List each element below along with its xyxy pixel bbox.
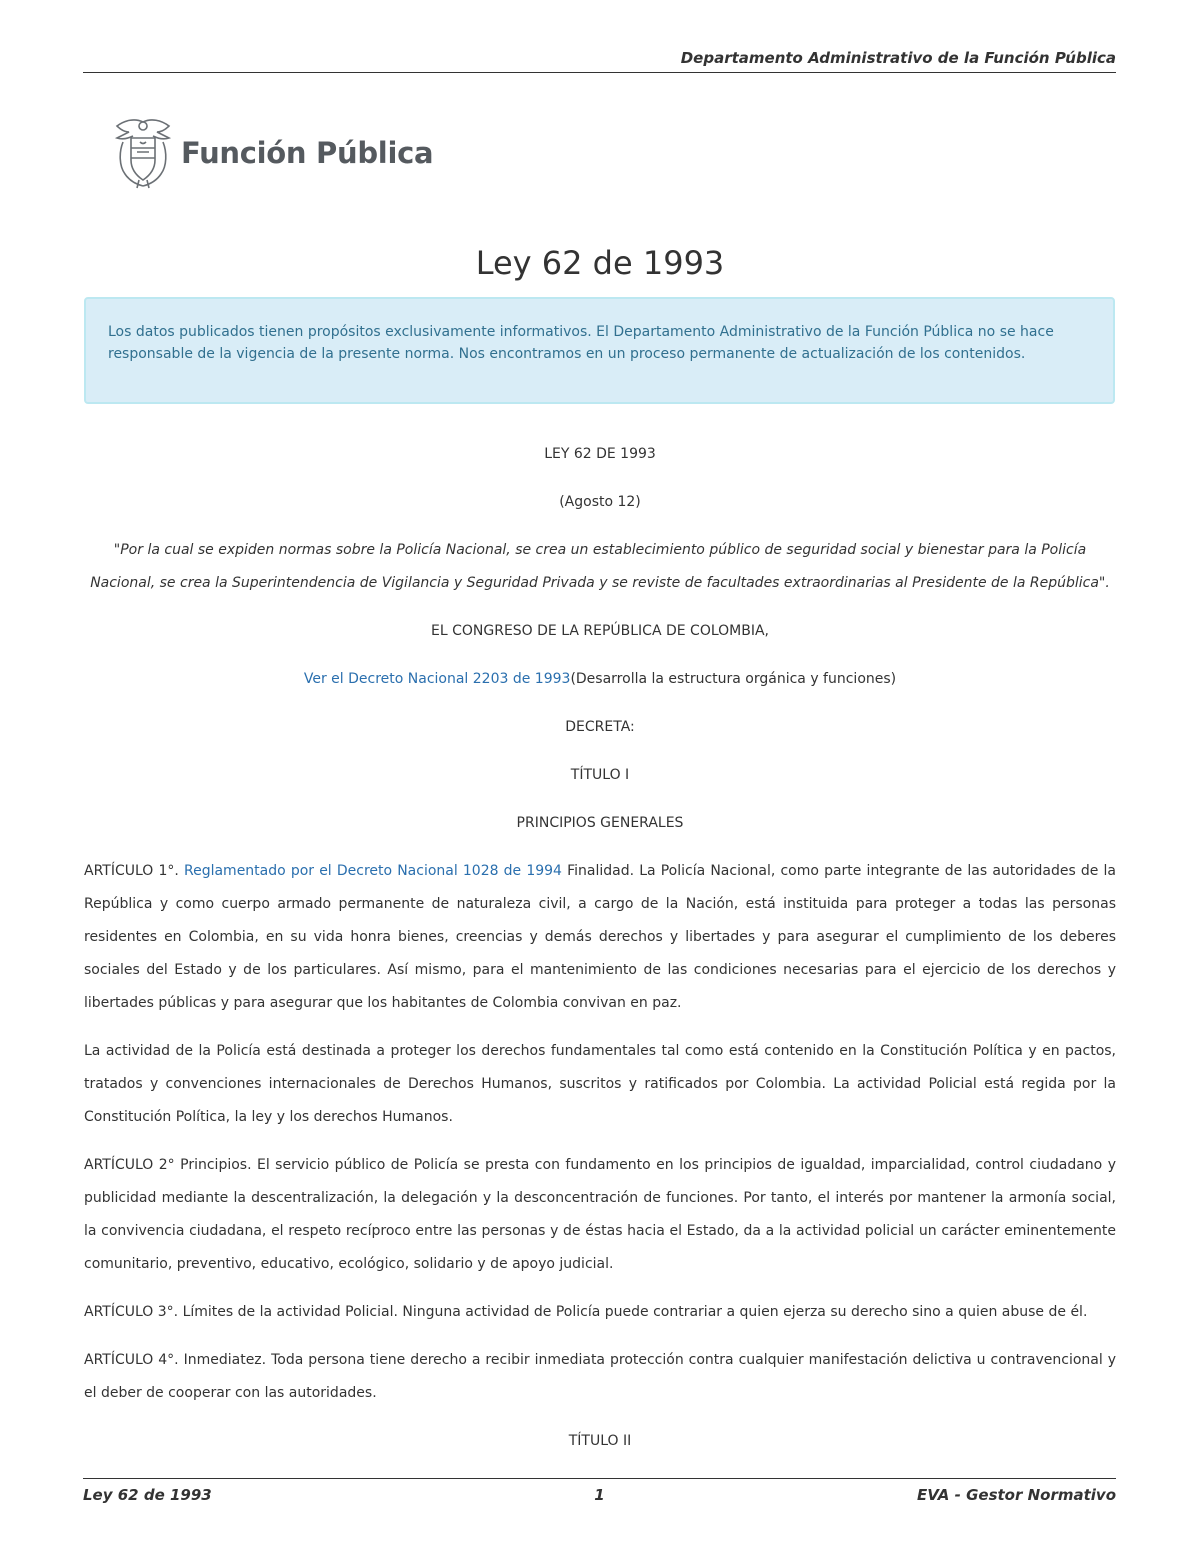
decree-1028-link[interactable]: Reglamentado por el Decreto Nacional 1028 de 1994	[183, 863, 562, 879]
principios-heading: PRINCIPIOS GENERALES	[516, 815, 684, 831]
titulo-2-heading: TÍTULO II	[568, 1433, 632, 1449]
notice-text: Los datos publicados tienen propósitos exclusivamente informativos. El Departamento Administrativo de la Función Pública no se hace responsable de la vigencia de la presente norma. Nos encontramos en un proceso permanente de actualización de los contenidos.	[108, 324, 1054, 362]
article-4: ARTÍCULO 4°. Inmediatez. Toda persona tiene derecho a recibir inmediata protección contra cualquier manifestación delictiva u contravencional y el deber de cooperar con las autoridades.	[84, 1352, 1116, 1401]
article-1-label: ARTÍCULO 1°.	[84, 863, 179, 879]
article-1-text: Finalidad. La Policía Nacional, como parte integrante de las autoridades de la República y como cuerpo armado permanente de naturaleza civil, a cargo de la Nación, está instituida para proteger a todas las personas residentes en Colombia, en su vida honra bienes, creencias y demás derechos y libertades y para asegurar el cumplimiento de los deberes sociales del Estado y de los particulares. Así mismo, para el mantenimiento de las condiciones necesarias para el ejercicio de los derechos y libertades públicas y para asegurar que los habitantes de Colombia convivan en paz.	[84, 863, 1117, 1011]
footer-law-name: Ley 62 de 1993	[83, 1486, 212, 1504]
law-epigraph: "Por la cual se expiden normas sobre la Policía Nacional, se crea un establecimiento público de seguridad social y bienestar para la Policía Nacional, se crea la Superintendencia de Vigilancia y Seguridad Privada y se reviste de facultades extraordinarias al Presidente de la República".	[90, 542, 1110, 591]
law-date: (Agosto 12)	[559, 494, 641, 510]
decree-2203-link[interactable]: Ver el Decreto Nacional 2203 de 1993	[303, 671, 571, 687]
page-header	[83, 49, 1116, 73]
decreta-heading: DECRETA:	[565, 719, 635, 735]
article-3: ARTÍCULO 3°. Límites de la actividad Policial. Ninguna actividad de Policía puede contrariar a quien ejerza su derecho sino a quien abuse de él.	[84, 1304, 1088, 1320]
law-heading: LEY 62 DE 1993	[544, 446, 656, 462]
article-2: ARTÍCULO 2° Principios. El servicio público de Policía se presta con fundamento en los principios de igualdad, imparcialidad, control ciudadano y publicidad mediante la descentralización, la delegación y la desconcentración de funciones. Por tanto, el interés por mantener la armonía social, la convivencia ciudadana, el respeto recíproco entre las personas y de éstas hacia el Estado, da a la actividad policial un carácter eminentemente comunitario, preventivo, educativo, ecológico, solidario y de apoyo judicial.	[84, 1157, 1116, 1272]
see-decree-line	[84, 663, 1116, 696]
funcion-publica-logo	[111, 116, 433, 190]
disclaimer-notice	[84, 297, 1115, 404]
see-note: (Desarrolla la estructura orgánica y funciones)	[570, 671, 897, 687]
header-org-name: Departamento Administrativo de la Función Pública	[680, 49, 1116, 67]
article-1	[84, 855, 1116, 1020]
page-footer	[83, 1478, 1116, 1508]
congress-heading: EL CONGRESO DE LA REPÚBLICA DE COLOMBIA,	[431, 623, 769, 639]
titulo-1-heading: TÍTULO I	[570, 767, 630, 783]
footer-system-name: EVA - Gestor Normativo	[916, 1486, 1116, 1504]
document-title: Ley 62 de 1993	[475, 244, 725, 282]
coat-of-arms-icon	[111, 116, 175, 190]
logo-text: Función Pública	[181, 136, 434, 170]
law-content	[84, 438, 1116, 1473]
article-1-paragraph-2: La actividad de la Policía está destinada a proteger los derechos fundamentales tal como está contenido en la Constitución Política y en pactos, tratados y convenciones internacionales de Derechos Humanos, suscritos y ratificados por Colombia. La actividad Policial está regida por la Constitución Política, la ley y los derechos Humanos.	[84, 1043, 1116, 1125]
footer-page-number: 1	[594, 1486, 605, 1504]
